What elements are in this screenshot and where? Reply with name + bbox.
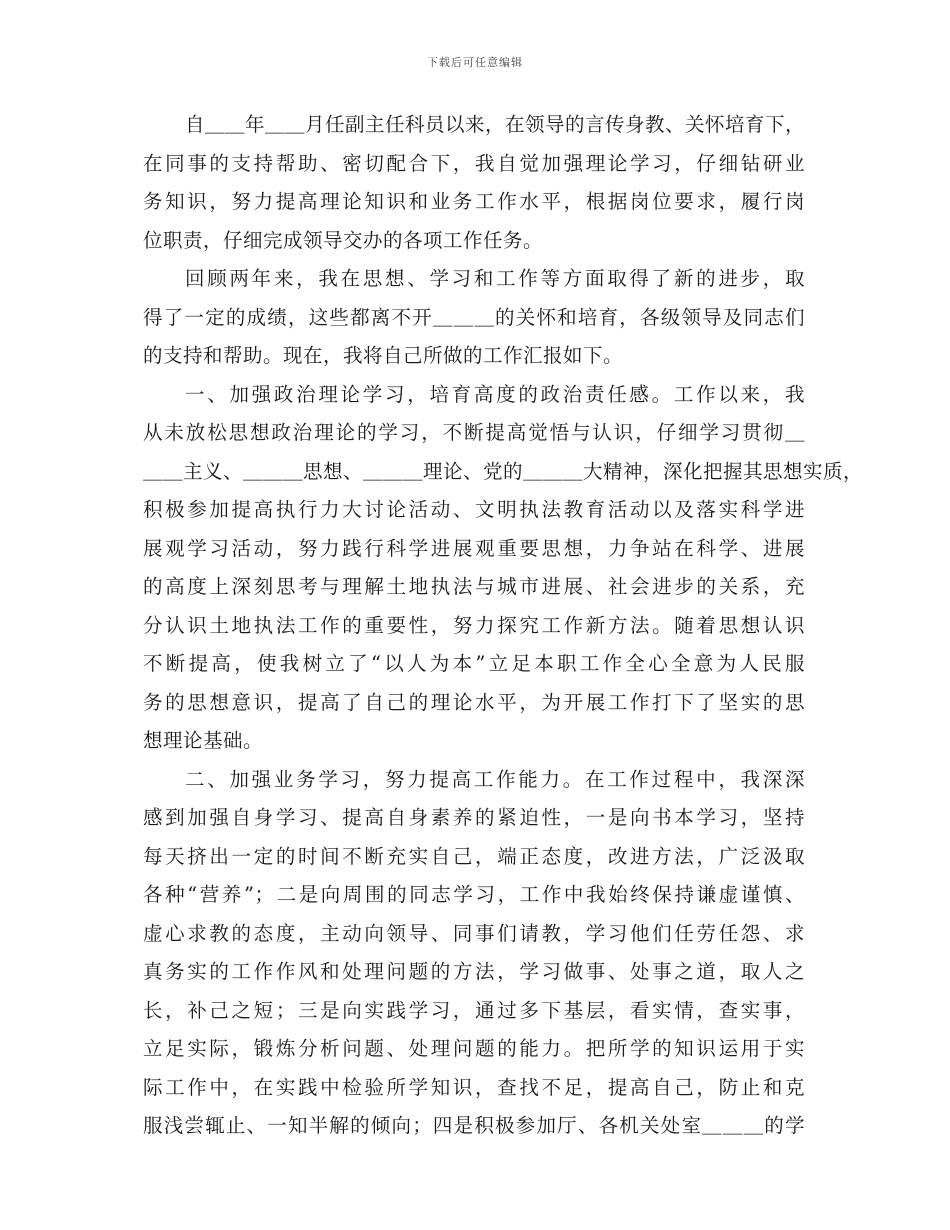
- text-line: 各种“营养”；二是向周围的同志学习，工作中我始终保持谦虚谨慎、: [143, 883, 805, 906]
- page-header: 下载后可任意编辑: [427, 56, 523, 69]
- text-line: 务知识，努力提高理论知识和业务工作水平，根据岗位要求，履行岗: [143, 190, 805, 213]
- text-line: 分认识土地执法工作的重要性，努力探究工作新方法。随着思想认识: [143, 613, 805, 637]
- text-line: 的高度上深刻思考与理解土地执法与城市进展、社会进步的关系，充: [143, 575, 805, 598]
- paragraph-1: [143, 106, 805, 260]
- text-line: 服浅尝辄止、一知半解的倾向；四是积极参加厅、各机关处室＿＿＿的学: [143, 1114, 805, 1137]
- text-line: 在同事的支持帮助、密切配合下，我自觉加强理论学习，仔细钻研业: [143, 151, 805, 175]
- text-line: 二、加强业务学习，努力提高工作能力。在工作过程中，我深深: [185, 767, 805, 791]
- text-line: 展观学习活动，努力践行科学进展观重要思想，力争站在科学、进展: [143, 536, 805, 560]
- text-line: 虚心求教的态度，主动向领导、同事们请教，学习他们任劳任怨、求: [143, 921, 805, 945]
- text-line: 自＿＿年＿＿月任副主任科员以来，在领导的言传身教、关怀培育下，: [185, 113, 806, 136]
- text-line: 得了一定的成绩，这些都离不开＿＿＿的关怀和培育，各级领导及同志们: [143, 305, 805, 329]
- text-line: ＿＿主义、＿＿＿思想、＿＿＿理论、党的＿＿＿大精神，深化把握其思想实质，: [143, 459, 864, 483]
- text-line: 的支持和帮助。现在，我将自己所做的工作汇报如下。: [143, 344, 624, 367]
- text-line: 想理论基础。: [143, 729, 264, 752]
- text-line: 从未放松思想政治理论的学习，不断提高觉悟与认识，仔细学习贯彻＿: [143, 421, 805, 444]
- paragraph-4: [143, 761, 805, 1146]
- text-line: 回顾两年来，我在思想、学习和工作等方面取得了新的进步，取: [185, 267, 805, 290]
- paragraph-3: [143, 376, 864, 761]
- text-line: 位职责，仔细完成领导交办的各项工作任务。: [143, 228, 544, 252]
- text-line: 长，补己之短；三是向实践学习，通过多下基层，看实情，查实事，: [143, 998, 805, 1022]
- document-body: [143, 106, 864, 1146]
- text-line: 不断提高，使我树立了“以人为本”立足本职工作全心全意为人民服: [143, 652, 805, 675]
- text-line: 务的思想意识，提高了自己的理论水平，为开展工作打下了坚实的思: [143, 690, 805, 714]
- text-line: 一、加强政治理论学习，培育高度的政治责任感。工作以来，我: [185, 382, 805, 406]
- text-line: 际工作中，在实践中检验所学知识，查找不足，提高自己，防止和克: [143, 1075, 805, 1099]
- text-line: 每天挤出一定的时间不断充实自己，端正态度，改进方法，广泛汲取: [143, 844, 805, 868]
- paragraph-2: [143, 260, 805, 376]
- text-line: 立足实际，锻炼分析问题、处理问题的能力。把所学的知识运用于实: [143, 1037, 805, 1060]
- text-line: 积极参加提高执行力大讨论活动、文明执法教育活动以及落实科学进: [143, 498, 805, 521]
- text-line: 感到加强自身学习、提高自身素养的紧迫性，一是向书本学习，坚持: [143, 806, 805, 829]
- text-line: 真务实的工作作风和处理问题的方法，学习做事、处事之道，取人之: [143, 960, 805, 983]
